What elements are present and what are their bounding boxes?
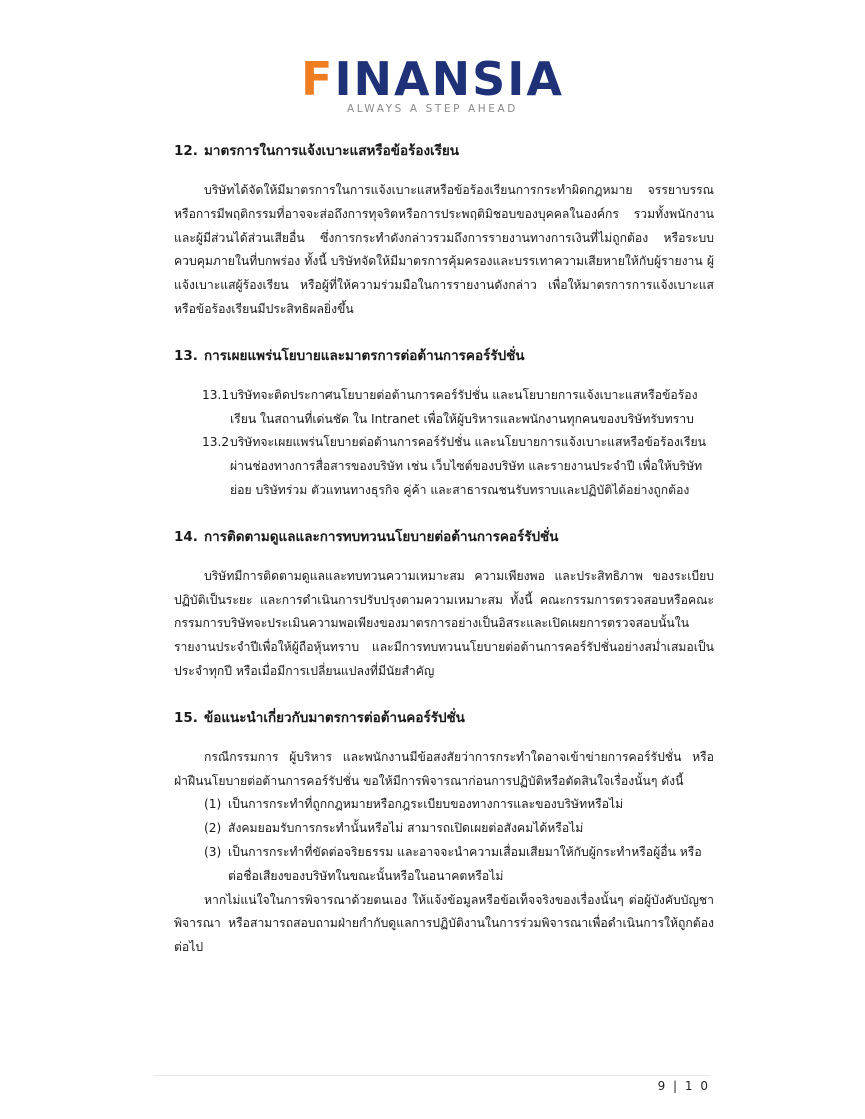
finansia-logo — [0, 54, 865, 115]
logo-tagline: ALWAYS A STEP AHEAD — [347, 103, 518, 115]
section-title-text: ข้อแนะนำเกี่ยวกับมาตรการต่อต้านคอร์รัปชั่น — [204, 709, 465, 726]
section-number: 13. — [174, 347, 198, 364]
section-title-text: การเผยแพร่นโยบายและมาตรการต่อต้านการคอร์รัปชั่น — [204, 347, 525, 364]
section-number: 14. — [174, 528, 198, 545]
logo-word-rest: INANSIA — [334, 52, 564, 106]
section-13-title — [174, 345, 714, 369]
section-title-text: การติดตามดูแลและการทบทวนนโยบายต่อต้านการคอร์รัปชั่น — [204, 528, 559, 545]
section-15-title — [174, 707, 714, 731]
option-text: เป็นการกระทำที่ถูกกฎหมายหรือกฎระเบียบของทางการและของบริษัทหรือไม่ — [228, 797, 624, 812]
item-text: บริษัทจะเผยแพร่นโยบายต่อต้านการคอร์รัปชั่น และนโยบายการแจ้งเบาะแสหรือข้อร้องเรียนผ่านช่องทางการสื่อสารของบริษัท เช่น เว็บไซต์ของบริษัท และรายงานประจำปี เพื่อให้บริษัทย่อย บริษัทร่วม ตัวแทนทางธุรกิจ คู่ค้า และสาธารณชนรับทราบและปฏิบัติได้อย่างถูกต้อง — [230, 435, 706, 497]
option-text: สังคมยอมรับการกระทำนั้นหรือไม่ สามารถเปิดเผยต่อสังคมได้หรือไม่ — [228, 821, 584, 836]
document-body — [174, 140, 714, 960]
option-number: (3) — [204, 844, 222, 859]
section-15-closing-paragraph: หากไม่แน่ใจในการพิจารณาด้วยตนเอง ให้แจ้งข้อมูลหรือข้อเท็จจริงของเรื่องนั้นๆ ต่อผู้บังคับบัญชาพิจารณา หรือสามารถสอบถามฝ่ายกำกับดูแลการปฏิบัติงานในการร่วมพิจารณาเพื่อดำเนินการให้ถูกต้องต่อไป — [174, 892, 714, 955]
section-13-item — [174, 431, 714, 502]
option-number: (2) — [204, 821, 222, 836]
section-number: 15. — [174, 709, 198, 726]
section-12-paragraph: บริษัทได้จัดให้มีมาตรการในการแจ้งเบาะแสหรือข้อร้องเรียนการกระทำผิดกฎหมาย จรรยาบรรณ หรือการมีพฤติกรรมที่อาจจะส่อถึงการทุจริตหรือการประพฤติมิชอบของบุคคลในองค์กร รวมทั้งพนักงานและผู้มีส่วนได้ส่วนเสียอื่น ซึ่งการกระทำดังกล่าวรวมถึงการรายงานทางการเงินที่ไม่ถูกต้อง หรือระบบควบคุมภายในที่บกพร่อง ทั้งนี้ บริษัทจัดให้มีมาตรการคุ้มครองและบรรเทาความเสียหายให้กับผู้รายงาน ผู้แจ้งเบาะแสผู้ร้องเรียน หรือผู้ที่ให้ความร่วมมือในการรายงานดังกล่าว เพื่อให้มาตรการการแจ้งเบาะแสหรือข้อร้องเรียนมีประสิทธิผลยิ่งขึ้น — [174, 183, 714, 316]
section-14-paragraph: บริษัทมีการติดตามดูแลและทบทวนความเหมาะสม ความเพียงพอ และประสิทธิภาพ ของระเบียบปฏิบัติเป็นระยะ และการดำเนินการปรับปรุงตามความเหมาะสม ทั้งนี้ คณะกรรมการตรวจสอบหรือคณะกรรมการบริษัทจะประเมินความพอเพียงของมาตรการอย่างเป็นอิสระและเปิดเผยการตรวจสอบนั้นในรายงานประจำปีเพื่อให้ผู้ถือหุ้นทราบ และมีการทบทวนนโยบายต่อต้านการคอร์รัปชั่นอย่างสม่ำเสมอเป็นประจำทุกปี หรือเมื่อมีการเปลี่ยนแปลงที่มีนัยสำคัญ — [174, 568, 714, 678]
section-15-option — [174, 793, 714, 817]
section-13-item — [174, 384, 714, 432]
item-number: 13.1 — [202, 387, 230, 402]
option-number: (1) — [204, 797, 222, 812]
section-12-title — [174, 140, 714, 164]
option-text: เป็นการกระทำที่ขัดต่อจริยธรรม และอาจจะนำความเสื่อมเสียมาให้กับผู้กระทำหรือผู้อื่น หรือต่อชื่อเสียงของบริษัทในขณะนั้นหรือในอนาคตหรือไม่ — [228, 844, 702, 883]
section-title-text: มาตรการในการแจ้งเบาะแสหรือข้อร้องเรียน — [204, 143, 460, 159]
page-number: 9 | 1 0 — [657, 1079, 710, 1093]
item-number: 13.2 — [202, 435, 230, 450]
section-14-title — [174, 526, 714, 550]
section-15-option — [174, 841, 714, 889]
section-15-paragraph: กรณีกรรมการ ผู้บริหาร และพนักงานมีข้อสงสัยว่าการกระทำใดอาจเข้าข่ายการคอร์รัปชั่น หรือฝ่าฝืนนโยบายต่อต้านการคอร์รัปชั่น ขอให้มีการพิจารณาก่อนการปฏิบัติหรือตัดสินใจเรื่องนั้นๆ ดังนี้ — [174, 749, 714, 788]
item-text: บริษัทจะติดประกาศนโยบายต่อต้านการคอร์รัปชั่น และนโยบายการแจ้งเบาะแสหรือข้อร้องเรียน ในสถานที่เด่นชัด ใน Intranet เพื่อให้ผู้บริหารและพนักงานทุกคนของบริษัทรับทราบ — [230, 387, 698, 426]
logo-wordmark — [0, 54, 865, 104]
footer-divider — [154, 1075, 710, 1076]
logo-letter-f: F — [301, 52, 335, 106]
section-number: 12. — [174, 143, 198, 159]
section-15-option — [174, 817, 714, 841]
